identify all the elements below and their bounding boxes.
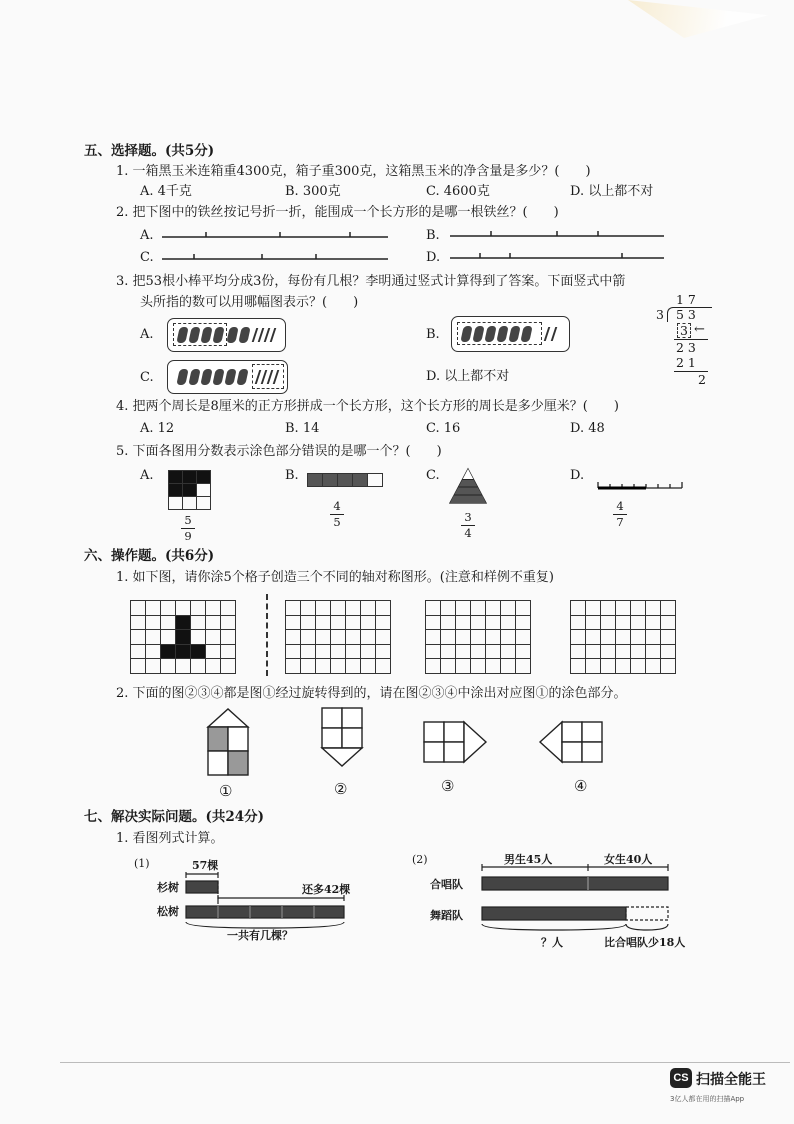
part1-top-label: 57棵 (192, 859, 219, 872)
remainder: 2 (698, 372, 706, 387)
brand-name: 扫描全能王 (696, 1072, 766, 1088)
section7-title: 七、解决实际问题。(共24分) (84, 809, 265, 825)
cs-logo-icon: CS (670, 1068, 692, 1088)
s7-q1-text: 1. 看图列式计算。 (116, 831, 224, 846)
fraction-figure-a (168, 470, 211, 510)
q2-text: 2. 把下图中的铁丝按记号折一折，能围成一个长方形的是哪一根铁丝？( ) (116, 205, 559, 220)
q4-option-d: D. 48 (570, 421, 605, 436)
figure-1-roof (208, 709, 248, 727)
fraction-figure-d (596, 478, 686, 492)
girls-label: 女生40人 (604, 853, 653, 866)
sticks-figure-b (451, 316, 570, 352)
sticks-figure-c (167, 360, 288, 394)
q5-option-d: D. (570, 468, 585, 483)
rotation-figures (0, 700, 794, 810)
q2-option-b: B. (426, 228, 440, 243)
team-bar-diagram (0, 860, 794, 940)
less-label: 比合唱队少18人 (604, 936, 686, 949)
q4-option-b: B. 14 (285, 421, 320, 436)
row-label-fir: 杉树 (157, 881, 179, 894)
q3-text-line1: 3. 把53根小棒平均分成3份，每份有几根？李明通过竖式计算得到了答案。下面竖式中箭 (116, 274, 626, 289)
q2-option-d: D. (426, 250, 441, 265)
q1-text: 1. 一箱黑玉米连箱重4300克，箱子重300克，这箱黑玉米的净含量是多少？( ) (116, 164, 591, 179)
fraction-c: 3 4 (461, 511, 475, 540)
q4-option-c: C. 16 (426, 421, 461, 436)
line1: 3 (677, 323, 691, 338)
q5-text: 5. 下面各图用分数表示涂色部分错误的是哪一个？( ) (116, 444, 442, 459)
q5-option-b: B. (285, 468, 299, 483)
s6-q2-text: 2. 下面的图②③④都是图①经过旋转得到的，请在图②③④中涂出对应图①的涂色部分。 (116, 686, 627, 701)
figure-label-2: ② (334, 780, 348, 798)
scanner-watermark (670, 1068, 780, 1108)
fraction-b: 4 5 (330, 500, 344, 529)
figure-label-4: ④ (574, 777, 588, 795)
row-label-pine: 松树 (157, 905, 179, 918)
answer-grid-3[interactable] (570, 600, 676, 674)
q4-text: 4. 把两个周长是8厘米的正方形拼成一个长方形，这个长方形的周长是多少厘米？( ) (116, 399, 619, 414)
q4-option-a: A. 12 (140, 421, 175, 436)
fraction-d: 4 7 (613, 500, 627, 529)
answer-grid-2[interactable] (425, 600, 531, 674)
section6-title: 六、操作题。(共6分) (84, 548, 215, 564)
part1-label: (1) (134, 857, 150, 870)
q1-option-d: D. 以上都不对 (570, 184, 654, 199)
q3-option-b: B. (426, 327, 440, 342)
q1-option-b: B. 300克 (285, 184, 341, 199)
line3: 2 1 (676, 355, 696, 370)
part2-label: (2) (412, 853, 428, 866)
q5-option-a: A. (140, 468, 154, 483)
q2-option-c: C. (140, 250, 154, 265)
unknown-label: ？人 (541, 936, 563, 949)
more-label: 还多42棵 (302, 883, 351, 896)
divisor: 3 (656, 307, 664, 322)
fraction-a: 5 9 (181, 514, 195, 543)
q3-text-line2: 头所指的数可以用哪幅图表示？( ) (140, 295, 359, 310)
boys-label: 男生45人 (504, 853, 553, 866)
figure-label-1: ① (219, 782, 233, 800)
arrow: ← (694, 322, 705, 337)
sticks-figure-a (167, 318, 286, 352)
q3-option-d: D. 以上都不对 (426, 369, 510, 384)
wire-diagrams (0, 0, 794, 300)
q3-option-c: C. (140, 370, 154, 385)
figure-label-3: ③ (441, 777, 455, 795)
fraction-figure-c (448, 467, 488, 505)
long-division (650, 292, 720, 388)
bottom-rule (60, 1062, 790, 1063)
row-label-dance: 舞蹈队 (430, 909, 463, 922)
dividend: 5 3 (676, 307, 696, 322)
q2-option-a: A. (140, 228, 154, 243)
row-label-choir: 合唱队 (430, 878, 463, 891)
quotient: 1 7 (676, 292, 696, 307)
s6-q1-text: 1. 如下图，请你涂5个格子创造三个不同的轴对称图形。(注意和样例不重复) (116, 570, 554, 585)
answer-grid-1[interactable] (285, 600, 391, 674)
line2: 2 3 (676, 340, 696, 355)
q1-option-a: A. 4千克 (140, 184, 192, 199)
divider-dashed (266, 594, 268, 676)
section5-title: 五、选择题。(共5分) (84, 143, 215, 159)
total-question: 一共有几棵？ (227, 929, 293, 942)
fraction-figure-b (307, 473, 383, 487)
q3-option-a: A. (140, 327, 154, 342)
brand-tagline: 3亿人都在用的扫描App (670, 1095, 745, 1103)
sample-grid (130, 600, 236, 674)
q5-option-c: C. (426, 468, 440, 483)
q1-option-c: C. 4600克 (426, 184, 490, 199)
